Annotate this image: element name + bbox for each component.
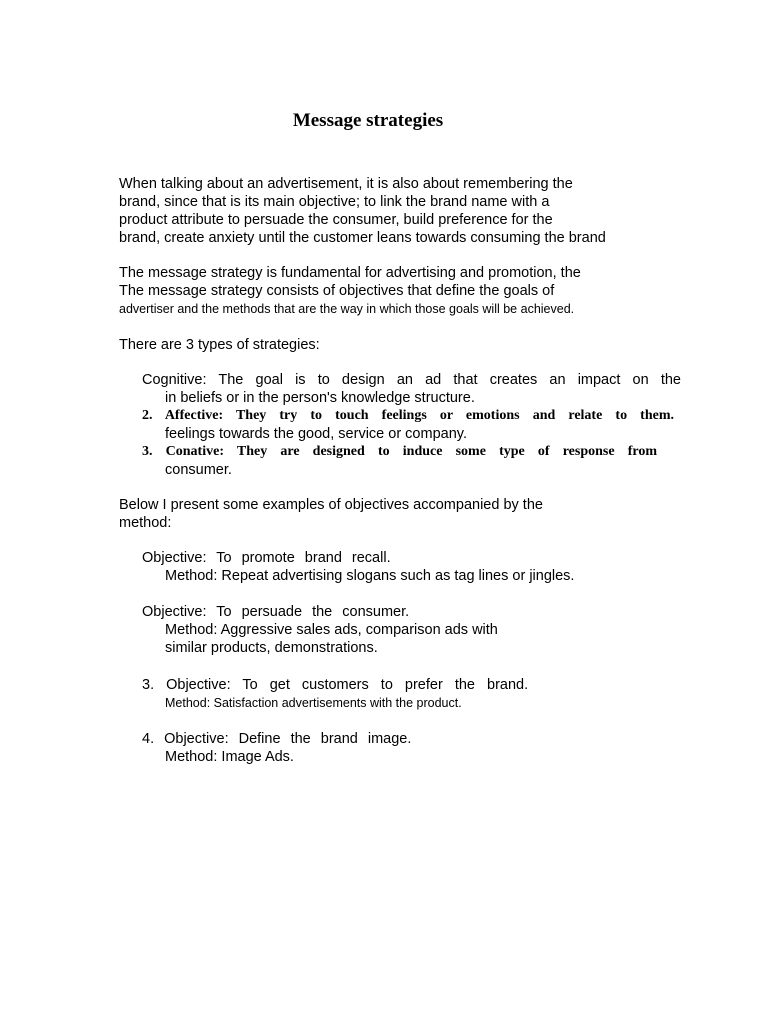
- examples-intro-line-2: method:: [119, 515, 172, 531]
- example-2-objective: Objective: To persuade the consumer.: [142, 604, 410, 620]
- example-4-method: Method: Image Ads.: [165, 749, 294, 765]
- intro-line-2: brand, since that is its main objective; to link the brand name with a: [119, 194, 550, 210]
- intro-line-4: brand, create anxiety until the customer leans towards consuming the brand: [119, 230, 606, 246]
- example-2-method-line-1: Method: Aggressive sales ads, comparison ads with: [165, 622, 498, 638]
- intro-line-1: When talking about an advertisement, it is also about remembering the: [119, 176, 573, 192]
- strategy-affective-line-1: 2. Affective: They try to touch feelings or emotions and relate to them.: [142, 408, 674, 423]
- strategy-conative-line-1: 3. Conative: They are designed to induce some type of response from: [142, 444, 657, 459]
- strategy-affective-line-2: feelings towards the good, service or company.: [165, 426, 467, 442]
- examples-intro-line-1: Below I present some examples of objectives accompanied by the: [119, 497, 543, 513]
- strategy-cognitive-line-1: Cognitive: The goal is to design an ad that creates an impact on the: [142, 372, 681, 388]
- strategy-line-3: advertiser and the methods that are the way in which those goals will be achieved.: [119, 302, 575, 316]
- example-1-method: Method: Repeat advertising slogans such as tag lines or jingles.: [165, 568, 575, 584]
- example-3-method: Method: Satisfaction advertisements with the product.: [165, 696, 462, 710]
- strategy-line-1: The message strategy is fundamental for advertising and promotion, the: [119, 265, 581, 281]
- strategy-conative-line-2: consumer.: [165, 462, 232, 478]
- example-2-method-line-2: similar products, demonstrations.: [165, 640, 378, 656]
- example-3-objective: 3. Objective: To get customers to prefer the brand.: [142, 677, 529, 693]
- strategy-line-2: The message strategy consists of objectives that define the goals of: [119, 283, 555, 299]
- intro-line-3: product attribute to persuade the consumer, build preference for the: [119, 212, 553, 228]
- page-title: Message strategies: [292, 110, 444, 131]
- types-heading: There are 3 types of strategies:: [119, 337, 320, 353]
- strategy-cognitive-line-2: in beliefs or in the person's knowledge structure.: [165, 390, 475, 406]
- example-1-objective: Objective: To promote brand recall.: [142, 550, 391, 566]
- example-4-objective: 4. Objective: Define the brand image.: [142, 731, 412, 747]
